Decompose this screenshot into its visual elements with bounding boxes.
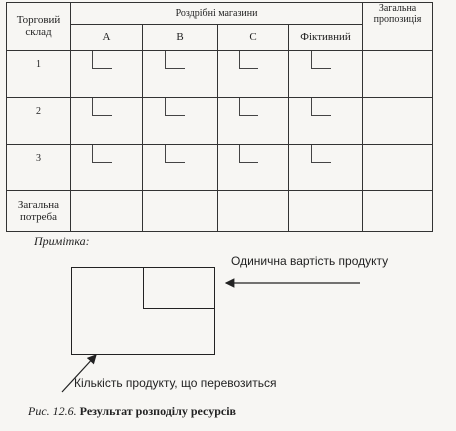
store-a-header: A <box>71 24 143 50</box>
row-label: 2 <box>7 97 71 144</box>
unit-cost-label: Одинична вартість продукту <box>231 254 389 268</box>
quantity-arrow <box>62 355 96 392</box>
stores-header: Роздрібні магазини <box>71 3 363 25</box>
caption-prefix: Рис. 12.6. <box>28 404 77 418</box>
store-c-header: C <box>218 24 289 50</box>
quantity-label: Кількість продукту, що перевозиться <box>74 376 277 390</box>
row-label: 3 <box>7 144 71 191</box>
figure-caption <box>28 404 236 419</box>
total-label: Загальна потреба <box>7 191 71 232</box>
warehouse-header: Торговий склад <box>7 3 71 51</box>
row-label: 1 <box>7 50 71 97</box>
store-dummy-header: Фіктивний <box>289 24 363 50</box>
caption-title: Результат розподілу ресурсів <box>79 404 237 418</box>
supply-header: Загальна пропозиція <box>363 3 433 51</box>
store-b-header: B <box>143 24 218 50</box>
note-label: Примітка: <box>34 234 90 248</box>
